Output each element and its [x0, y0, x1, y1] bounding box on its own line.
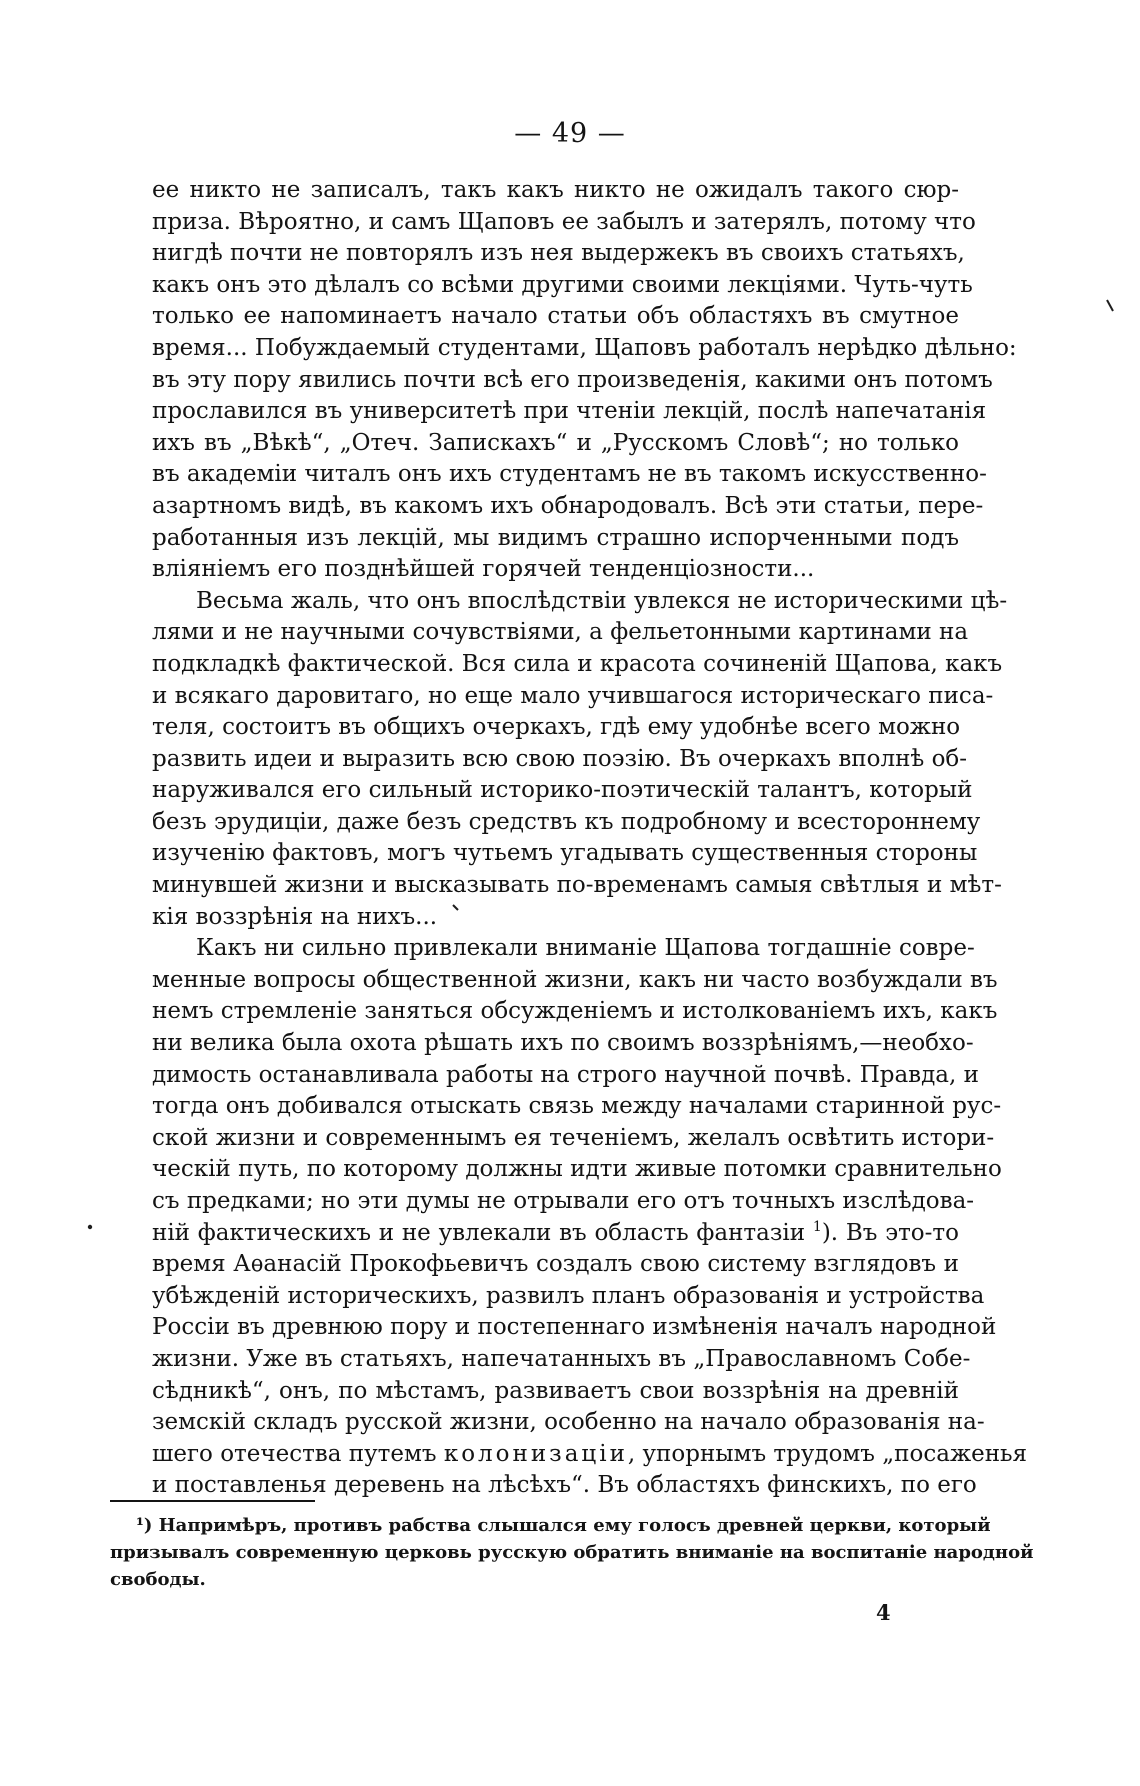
text-line: изученію фактовъ, могъ чутьемъ угадывать существенныя стороны: [152, 840, 978, 867]
text-line: только ее напоминаетъ начало статьи объ областяхъ въ смутное: [152, 303, 959, 330]
text-line: и всякаго даровитаго, но еще мало учившагося историческаго писа-: [152, 682, 994, 709]
text-line: прославился въ университетѣ при чтеніи лекцій, послѣ напечатанія: [152, 398, 987, 425]
text-line: кія воззрѣнія на нихъ...: [152, 903, 438, 930]
footnote-reference[interactable]: 1: [812, 1218, 822, 1235]
emphasized-word: колонизаціи: [443, 1440, 628, 1467]
paragraph-first-line: Весьма жаль, что онъ впослѣдствіи увлекся не историческими цѣ-: [196, 587, 1008, 614]
text-line: земскій складъ русской жизни, особенно на начало образованія на-: [152, 1409, 985, 1436]
text-line: развить идеи и выразить всю свою поэзію. Въ очеркахъ вполнѣ об-: [152, 745, 968, 772]
text-line: подкладкѣ фактической. Вся сила и красота сочиненій Щапова, какъ: [152, 650, 1003, 677]
text-line: нигдѣ почти не повторялъ изъ нея выдержекъ въ своихъ статьяхъ,: [152, 240, 965, 267]
ink-speck-icon: [452, 904, 460, 912]
text-line: [152, 1218, 959, 1250]
text-fragment: шего отечества путемъ: [152, 1440, 437, 1467]
text-line: лями и не научными сочувствіями, а фельетонными картинами на: [152, 619, 969, 646]
text-line: сѣдникѣ“, онъ, по мѣстамъ, развиваетъ свои воззрѣнія на древній: [152, 1377, 959, 1404]
footnote-line: ¹) Напримѣръ, противъ рабства слышался ему голосъ древней церкви, который: [136, 1515, 991, 1536]
ink-speck-icon: [1105, 298, 1115, 314]
text-line: жизни. Уже въ статьяхъ, напечатанныхъ въ „Православномъ Собе-: [152, 1345, 971, 1372]
text-line: приза. Вѣроятно, и самъ Щаповъ ее забылъ и затерялъ, потому что: [152, 208, 976, 235]
footnote: [110, 1512, 1034, 1593]
text-line: ческій путь, по которому должны идти живые потомки сравнительно: [152, 1156, 1002, 1183]
text-line: какъ онъ это дѣлалъ со всѣми другими своими лекціями. Чуть-чуть: [152, 271, 973, 298]
text-line: съ предками; но эти думы не отрывали его отъ точныхъ изслѣдова-: [152, 1188, 975, 1214]
text-line: димость останавливала работы на строго научной почвѣ. Правда, и: [152, 1061, 979, 1088]
text-fragment: , упорнымъ трудомъ „посаженья: [627, 1440, 1028, 1467]
text-line: Россіи въ древнюю пору и постепеннаго измѣненія началъ народной: [152, 1314, 997, 1341]
footnote-divider: [110, 1500, 315, 1502]
text-line: безъ эрудиціи, даже безъ средствъ къ подробному и всестороннему: [152, 808, 981, 835]
text-fragment: ній фактическихъ и не увлекали въ область фантазіи: [152, 1219, 806, 1246]
text-line: въ академіи читалъ онъ ихъ студентамъ не въ такомъ искусственно-: [152, 461, 987, 488]
text-line: немъ стремленіе заняться обсужденіемъ и истолкованіемъ ихъ, какъ: [152, 998, 998, 1025]
text-line: работанныя изъ лекцій, мы видимъ страшно испорченными подъ: [152, 524, 959, 551]
text-line: теля, состоитъ въ общихъ очеркахъ, гдѣ ему удобнѣе всего можно: [152, 714, 961, 741]
text-line: наруживался его сильный историко-поэтическій талантъ, который: [152, 777, 973, 804]
ink-speck-icon: [86, 1223, 94, 1231]
footnote-line: призывалъ современную церковь русскую обратить вниманіе на воспитаніе народной: [110, 1542, 1034, 1563]
text-line: время... Побуждаемый студентами, Щаповъ работалъ нерѣдко дѣльно:: [152, 334, 1017, 361]
text-line: [152, 1439, 1028, 1471]
text-line: убѣжденій историческихъ, развилъ планъ образованія и устройства: [152, 1282, 985, 1309]
body-text: [152, 175, 1028, 1502]
footnote-line: свободы.: [110, 1569, 206, 1590]
text-line: и поставленья деревень на лѣсѣхъ“. Въ областяхъ финскихъ, по его: [152, 1472, 977, 1499]
text-line: ни велика была охота рѣшать ихъ по своимъ воззрѣніямъ,—необхо-: [152, 1030, 974, 1057]
text-line: ской жизни и современнымъ ея теченіемъ, желалъ освѣтить истори-: [152, 1124, 995, 1151]
text-line: ихъ въ „Вѣкѣ“, „Отеч. Запискахъ“ и „Русскомъ Словѣ“; но только: [152, 429, 959, 456]
signature-mark: 4: [876, 1600, 891, 1625]
text-line: въ эту пору явились почти всѣ его произведенія, какими онъ потомъ: [152, 366, 993, 393]
text-line: минувшей жизни и высказывать по-временамъ самыя свѣтлыя и мѣт-: [152, 872, 1002, 899]
text-line: тогда онъ добивался отыскать связь между началами старинной рус-: [152, 1093, 1002, 1120]
page-number: — 49 —: [514, 118, 626, 149]
text-line: вліяніемъ его позднѣйшей горячей тенденціозности...: [152, 556, 815, 583]
text-line: время Аѳанасій Прокофьевичъ создалъ свою систему взглядовъ и: [152, 1251, 959, 1278]
paragraph-first-line: Какъ ни сильно привлекали вниманіе Щапова тогдашніе совре-: [196, 935, 975, 962]
text-line: менные вопросы общественной жизни, какъ ни часто возбуждали въ: [152, 966, 998, 993]
text-fragment: ). Въ это-то: [821, 1219, 959, 1246]
text-line: ее никто не записалъ, такъ какъ никто не ожидалъ такого сюр-: [152, 177, 959, 203]
text-line: азартномъ видѣ, въ какомъ ихъ обнародовалъ. Всѣ эти статьи, пере-: [152, 492, 984, 519]
